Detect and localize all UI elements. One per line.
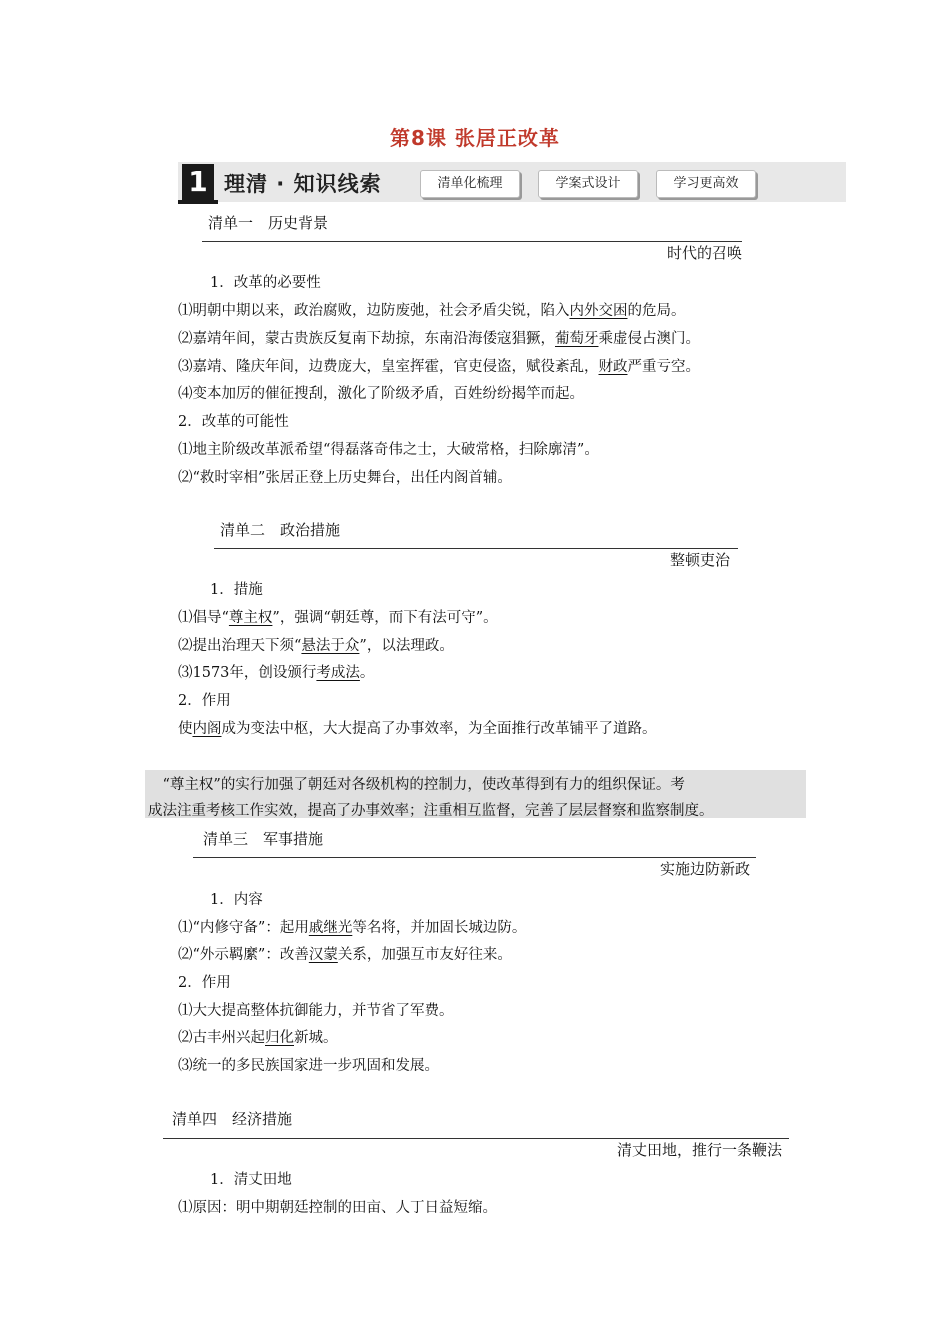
line-2-3 <box>178 634 454 655</box>
section-heading-4: 清单四 经济措施 <box>172 1110 293 1128</box>
line-3-5 <box>178 999 454 1020</box>
text-segment: ⑵古丰州兴起 <box>178 1030 265 1046</box>
section-subtitle-2: 整顿吏治 <box>669 551 730 569</box>
text-segment: ”，以法理政。 <box>359 638 454 654</box>
text-segment: 。 <box>359 665 375 681</box>
line-2-1 <box>210 578 263 599</box>
text-segment: ⑴大大提高整体抗御能力，并节省了军费。 <box>178 1003 454 1019</box>
line-4-1 <box>210 1168 292 1189</box>
text-segment: 等名将，并加固长城边防。 <box>352 920 527 936</box>
line-4-2 <box>178 1196 497 1217</box>
text-segment: 1．措施 <box>210 582 263 598</box>
line-2-6 <box>178 717 657 738</box>
text-segment: ⑴地主阶级改革派希望“得磊落奇伟之士，大破常格，扫除廓清”。 <box>178 442 599 458</box>
line-3-4 <box>178 971 231 992</box>
section-heading-1: 清单一 历史背景 <box>208 214 329 232</box>
line-1-6 <box>178 410 289 431</box>
text-segment: ⑵“外示羁縻”：改善 <box>178 947 309 963</box>
text-segment: 成为变法中枢，大大提高了办事效率，为全面推行改革铺平了道路。 <box>221 721 657 737</box>
text-segment: 严重亏空。 <box>627 359 700 375</box>
keyword-blank: 内阁 <box>192 721 222 737</box>
section-heading-3: 清单三 军事措施 <box>203 830 324 848</box>
text-segment: 1．内容 <box>210 892 263 908</box>
banner-tag-2: 学案式设计 <box>538 170 638 198</box>
section-heading-2: 清单二 政治措施 <box>220 521 341 539</box>
text-segment: ⑵“救时宰相”张居正登上历史舞台，出任内阁首辅。 <box>178 470 512 486</box>
text-segment: 2．作用 <box>178 693 231 709</box>
line-1-8 <box>178 466 512 487</box>
text-segment: 关系，加强互市友好往来。 <box>337 947 512 963</box>
text-segment: 的危局。 <box>627 303 686 319</box>
text-segment: ⑴倡导“ <box>178 610 229 626</box>
line-3-7 <box>178 1054 439 1075</box>
text-segment: ⑵提出治理天下须“ <box>178 638 302 654</box>
section-subtitle-4: 清丈田地，推行一条鞭法 <box>616 1141 782 1159</box>
line-2-2 <box>178 606 498 627</box>
keyword-blank: 考成法 <box>316 665 360 681</box>
text-segment: ”，强调“朝廷尊，而下有法可守”。 <box>272 610 498 626</box>
line-3-6 <box>178 1026 338 1047</box>
keyword-blank: 戚继光 <box>308 920 353 936</box>
text-segment: ⑴明朝中期以来，政治腐败，边防废弛，社会矛盾尖锐，陷入 <box>178 303 570 319</box>
page-title: 第8课 张居正改革 <box>390 126 560 150</box>
note-line-1: “尊主权”的实行加强了朝廷对各级机构的控制力，使改革得到有力的组织保证。考 <box>148 777 685 793</box>
note-line-2: 成法注重考核工作实效，提高了办事效率；注重相互监督，完善了层层督察和监察制度。 <box>148 803 714 819</box>
section-subtitle-3: 实施边防新政 <box>659 860 750 878</box>
line-1-5 <box>178 382 584 403</box>
text-segment: ⑴原因：明中期朝廷控制的田亩、人丁日益短缩。 <box>178 1200 497 1216</box>
text-segment: 新城。 <box>294 1030 338 1046</box>
keyword-blank: 归化 <box>265 1030 294 1046</box>
text-segment: ⑶统一的多民族国家进一步巩固和发展。 <box>178 1058 439 1074</box>
banner-number-badge: 1 <box>182 164 214 200</box>
text-segment: 2．改革的可能性 <box>178 414 289 430</box>
line-1-7 <box>178 438 599 459</box>
line-2-5 <box>178 689 231 710</box>
text-segment: 使 <box>178 721 193 737</box>
keyword-blank: 汉蒙 <box>308 947 338 963</box>
banner-tag-3: 学习更高效 <box>656 170 756 198</box>
keyword-blank: 内外交困 <box>569 303 628 319</box>
text-segment: ⑶1573年，创设颁行 <box>178 665 317 681</box>
line-1-4 <box>178 355 700 376</box>
line-1-1 <box>210 271 321 292</box>
keyword-blank: 葡萄牙 <box>555 331 599 347</box>
text-segment: 乘虚侵占澳门。 <box>598 331 700 347</box>
line-1-2 <box>178 299 686 320</box>
text-segment: 1．改革的必要性 <box>210 275 321 291</box>
keyword-blank: 财政 <box>598 359 628 375</box>
line-3-2 <box>178 916 526 937</box>
text-segment: 1．清丈田地 <box>210 1172 292 1188</box>
section-subtitle-1: 时代的召唤 <box>666 244 742 262</box>
text-segment: ⑵嘉靖年间，蒙古贵族反复南下劫掠，东南沿海倭寇猖獗， <box>178 331 555 347</box>
text-segment: ⑶嘉靖、隆庆年间，边费庞大，皇室挥霍，官吏侵盗，赋役紊乱， <box>178 359 599 375</box>
keyword-blank: 悬法于众 <box>301 638 360 654</box>
text-segment: ⑷变本加厉的催征搜刮，激化了阶级矛盾，百姓纷纷揭竿而起。 <box>178 386 584 402</box>
line-3-3 <box>178 943 512 964</box>
line-2-4 <box>178 661 374 682</box>
banner-tag-1: 清单化梳理 <box>420 170 520 198</box>
text-segment: 2．作用 <box>178 975 231 991</box>
line-1-3 <box>178 327 700 348</box>
text-segment: ⑴“内修守备”：起用 <box>178 920 309 936</box>
banner-title: 理清 · 知识线索 <box>224 172 382 196</box>
line-3-1 <box>210 888 263 909</box>
keyword-blank: 尊主权 <box>228 610 273 626</box>
